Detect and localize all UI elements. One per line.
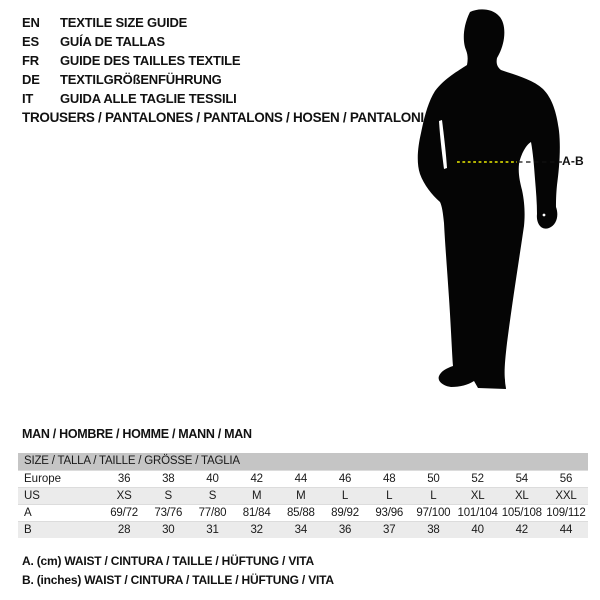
table-cell: 54 <box>515 473 528 485</box>
table-cell: 89/92 <box>331 507 359 519</box>
table-cell: 81/84 <box>242 507 271 519</box>
size-table-body <box>18 470 588 538</box>
language-row <box>22 51 240 70</box>
table-cell: 40 <box>471 524 484 536</box>
table-cell: XL <box>514 490 529 502</box>
language-row <box>22 32 240 51</box>
man-silhouette-body <box>418 9 560 389</box>
language-label: GUIDA ALLE TAGLIE TESSILI <box>60 91 237 106</box>
table-row <box>18 504 588 521</box>
table-cell: 32 <box>250 524 263 536</box>
table-cell: 50 <box>427 473 440 485</box>
table-cell: XXL <box>555 490 577 502</box>
table-cell: S <box>164 490 173 502</box>
table-cell: 36 <box>338 524 352 536</box>
language-code: FR <box>22 53 39 68</box>
note-line: B. (inches) WAIST / CINTURA / TAILLE / HÜFTUNG / VITA <box>22 572 334 587</box>
table-cell: 40 <box>206 473 219 485</box>
table-cell: L <box>341 490 349 502</box>
row-label: Europe <box>24 473 62 485</box>
table-cell: L <box>386 490 393 502</box>
language-row <box>22 13 240 32</box>
language-label: GUÍA DE TALLAS <box>60 34 165 49</box>
row-label: A <box>24 507 32 519</box>
table-cell: M <box>251 490 262 502</box>
table-cell: M <box>296 490 306 502</box>
man-silhouette-figure <box>408 8 588 393</box>
language-code: IT <box>22 91 34 106</box>
table-cell: 42 <box>515 524 528 536</box>
table-cell: 52 <box>471 473 484 485</box>
table-cell: 38 <box>427 524 440 536</box>
language-row <box>22 89 240 108</box>
table-cell: 37 <box>383 524 396 536</box>
table-cell: 105/108 <box>501 507 542 519</box>
table-cell: XS <box>116 490 132 502</box>
table-cell: 31 <box>206 524 219 536</box>
thumb-notch <box>543 214 546 217</box>
table-row <box>18 487 588 504</box>
table-cell: XL <box>470 490 485 502</box>
table-cell: 85/88 <box>286 507 315 519</box>
row-label: B <box>24 524 32 536</box>
language-code: ES <box>22 34 39 49</box>
language-label: GUIDE DES TAILLES TEXTILE <box>60 53 241 68</box>
note-line: A. (cm) WAIST / CINTURA / TAILLE / HÜFTUNG / VITA <box>22 554 314 568</box>
table-cell: 109/112 <box>546 507 586 519</box>
table-cell: 44 <box>294 473 308 485</box>
table-cell: 44 <box>559 524 573 536</box>
table-cell: 97/100 <box>416 507 451 519</box>
table-cell: 56 <box>559 473 573 485</box>
table-cell: 28 <box>117 524 131 536</box>
category-title: TROUSERS / PANTALONES / PANTALONS / HOSEN / PANTALONI <box>22 110 424 125</box>
man-silhouette-svg <box>408 8 588 393</box>
table-row <box>18 470 588 487</box>
table-cell: 101/104 <box>457 507 498 519</box>
table-cell: 93/96 <box>375 507 404 519</box>
language-code: EN <box>22 15 40 30</box>
table-cell: 48 <box>383 473 396 485</box>
gender-title: MAN / HOMBRE / HOMME / MANN / MAN <box>22 427 252 441</box>
language-label: TEXTILE SIZE GUIDE <box>60 15 188 30</box>
table-cell: 36 <box>117 473 131 485</box>
table-cell: 30 <box>162 524 175 536</box>
table-cell: 42 <box>250 473 263 485</box>
table-cell: L <box>430 490 437 502</box>
measure-label-ab: A-B <box>562 154 584 168</box>
size-table <box>18 453 588 538</box>
size-table-header: SIZE / TALLA / TAILLE / GRÖSSE / TAGLIA <box>18 453 588 470</box>
table-row <box>18 521 588 538</box>
language-code: DE <box>22 72 40 87</box>
table-cell: 69/72 <box>110 507 138 519</box>
table-cell: 77/80 <box>198 507 227 519</box>
language-list <box>22 13 240 108</box>
language-label: TEXTILGRÖßENFÜHRUNG <box>60 72 222 87</box>
row-label: US <box>24 490 40 502</box>
measurement-notes <box>22 552 334 589</box>
table-cell: S <box>208 490 217 502</box>
table-cell: 73/76 <box>154 507 183 519</box>
table-cell: 38 <box>162 473 175 485</box>
table-cell: 46 <box>338 473 352 485</box>
language-row <box>22 70 240 89</box>
table-cell: 34 <box>294 524 308 536</box>
